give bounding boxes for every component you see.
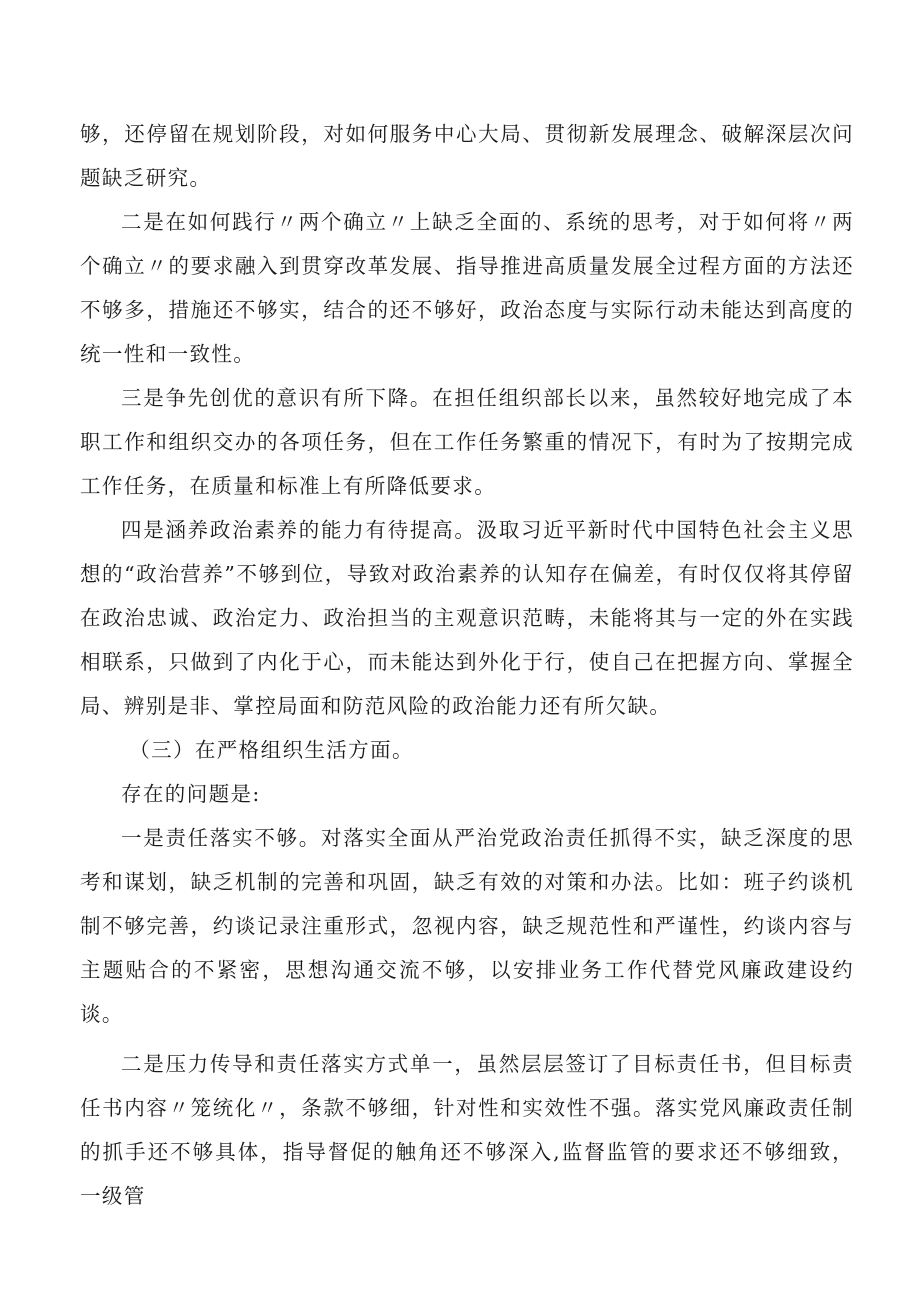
paragraph-continuation: 够，还停留在规划阶段，对如何服务中心大局、贯彻新发展理念、破解深层次问题缺乏研究。 — [80, 122, 854, 190]
paragraph-point-two: 二是在如何践行〃两个确立〃上缺乏全面的、系统的思考，对于如何将〃两个确立〃的要求融入到贯穿改革发展、指导推进高质量发展全过程方面的方法还不够多，措施还不够实，结合的还不够好，政治态度与实际行动未能达到高度的统一性和一致性。 — [80, 210, 854, 366]
section-heading: （三）在严格组织生活方面。 — [129, 738, 414, 762]
issues-intro: 存在的问题是: — [121, 782, 261, 806]
paragraph-issue-two: 二是压力传导和责任落实方式单一，虽然层层签订了目标责任书，但目标责任书内容〃笼统化〃，条款不够细，针对性和实效性不强。落实党风廉政责任制的抓手还不够具体，指导督促的触角还不够深入,监督监管的要求还不够细致，一级管 — [80, 1052, 854, 1208]
paragraph-point-three: 三是争先创优的意识有所下降。在担任组织部长以来，虽然较好地完成了本职工作和组织交办的各项任务，但在工作任务繁重的情况下，有时为了按期完成工作任务，在质量和标准上有所降低要求。 — [80, 386, 854, 498]
document-body — [80, 112, 854, 1218]
paragraph-point-four: 四是涵养政治素养的能力有待提高。汲取习近平新时代中国特色社会主义思想的“政治营养”不够到位，导致对政治素养的认知存在偏差，有时仅仅将其停留在政治忠诚、政治定力、政治担当的主观意识范畴，未能将其与一定的外在实践相联系，只做到了内化于心，而未能达到外化于行，使自己在把握方向、掌握全局、辨别是非、掌控局面和防范风险的政治能力还有所欠缺。 — [80, 518, 854, 718]
paragraph-issue-one: 一是责任落实不够。对落实全面从严治党政治责任抓得不实，缺乏深度的思考和谋划，缺乏机制的完善和巩固，缺乏有效的对策和办法。比如：班子约谈机制不够完善，约谈记录注重形式，忽视内容，缺乏规范性和严谨性，约谈内容与主题贴合的不紧密，思想沟通交流不够，以安排业务工作代替党风廉政建设约谈。 — [80, 826, 854, 1026]
